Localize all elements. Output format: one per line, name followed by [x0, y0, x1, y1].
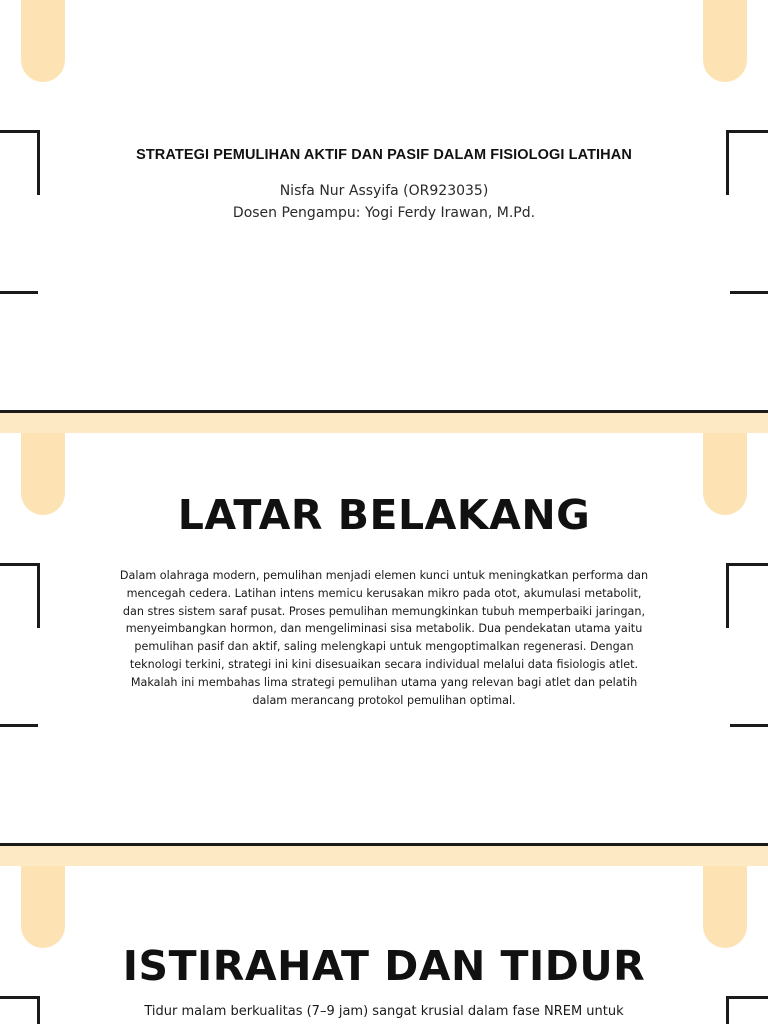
slide-rest-sleep [0, 866, 768, 1024]
slide-heading: LATAR BELAKANG [177, 491, 591, 539]
decorative-tab-left [21, 866, 65, 948]
decorative-tab-right [703, 866, 747, 948]
decorative-bracket-right [726, 563, 768, 628]
slide-separator [0, 843, 768, 866]
decorative-dash-left [0, 724, 38, 727]
slide-background [0, 433, 768, 843]
presentation-title: STRATEGI PEMULIHAN AKTIF DAN PASIF DALAM FISIOLOGI LATIHAN [136, 147, 632, 163]
decorative-dash-right [730, 724, 768, 727]
slide-title [0, 0, 768, 410]
slide-body: Dalam olahraga modern, pemulihan menjadi elemen kunci untuk meningkatkan performa dan mencegah cedera. Latihan intens memicu kerusakan mikro pada otot, akumulasi metabolit, dan stres sistem saraf pusat. Proses pemulihan memungkinkan tubuh memperbaiki jaringan, menyeimbangkan hormon, dan mengeliminasi sisa metabolik. Dua pendekatan utama yaitu pemulihan pasif dan aktif, saling melengkapi untuk mengoptimalkan regenerasi. Dengan teknologi terkini, strategi ini kini disesuaikan secara individual melalui data fisiologis atlet. Makalah ini membahas lima strategi pemulihan utama yang relevan bagi atlet dan pelatih dalam merancang protokol pemulihan optimal. [119, 569, 649, 707]
decorative-dash-right [730, 291, 768, 294]
author-line: Nisfa Nur Assyifa (OR923035) [279, 183, 489, 199]
decorative-bracket-left [0, 563, 40, 628]
lecturer-line: Dosen Pengampu: Yogi Ferdy Irawan, M.Pd. [232, 205, 536, 221]
slide-separator [0, 410, 768, 433]
decorative-bracket-left [0, 996, 40, 1024]
decorative-dash-left [0, 291, 38, 294]
slide-heading: ISTIRAHAT DAN TIDUR [122, 942, 646, 990]
decorative-bracket-right [726, 996, 768, 1024]
slide-body: Tidur malam berkualitas (7–9 jam) sangat krusial dalam fase NREM untuk [144, 1004, 624, 1019]
decorative-tab-right [703, 0, 747, 82]
decorative-tab-left [21, 0, 65, 82]
